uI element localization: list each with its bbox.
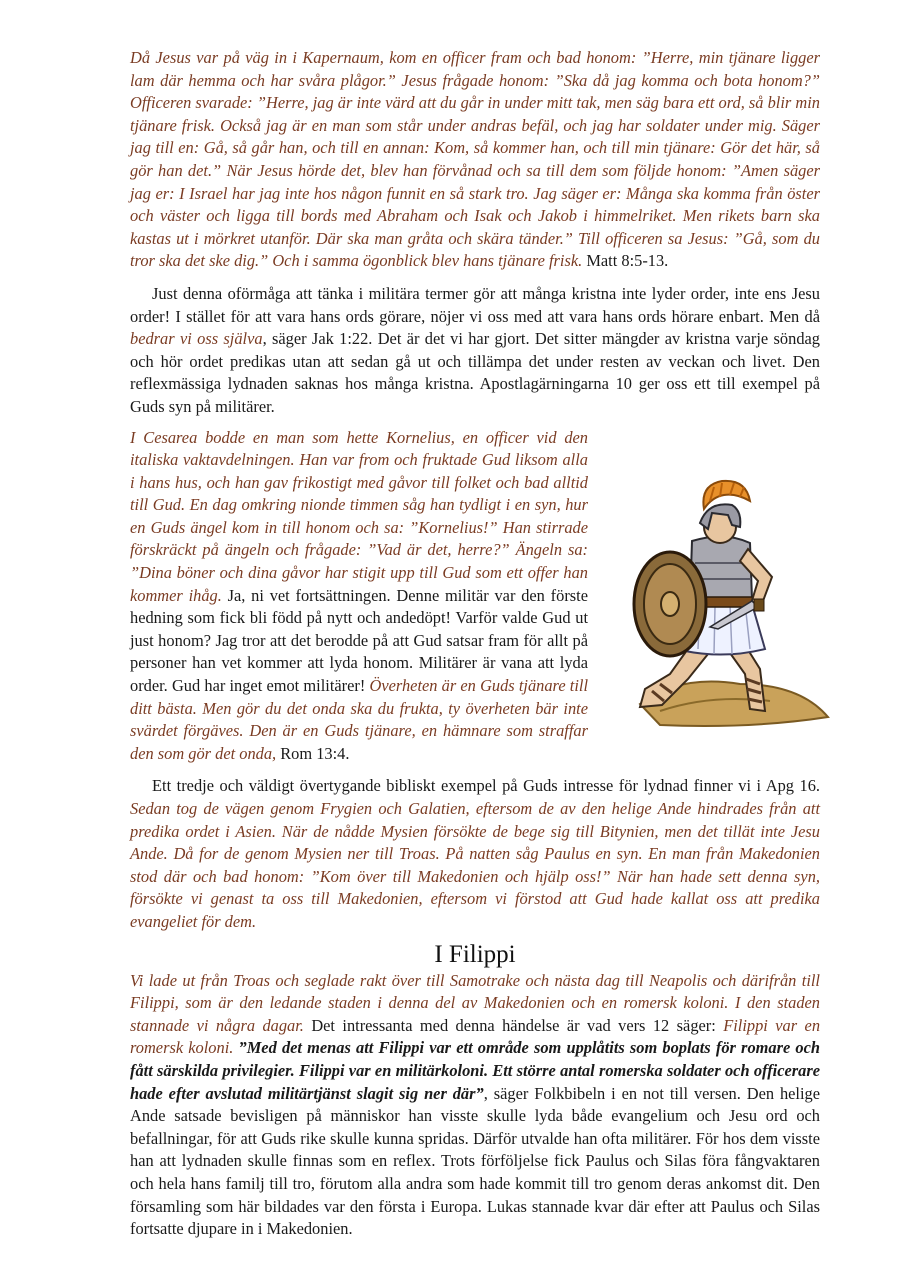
body-text: Just denna oförmåga att tänka i militära termer gör att många kristna inte lyder order, inte ens Jesu order! I stället för att vara hans ords görare, nöjer vi oss med att vara hans ords hörare enbart. Men då	[130, 283, 820, 326]
body-text: , säger Jak 1:22. Det är det vi har gjort. Det sitter mängder av kristna varje söndag och hör ordet predikas utan att sedan gå ut och tillämpa det under resten av veckan och livet. Den reflexmässiga lydnaden saknas hos många kristna. Apostlagärningarna 10 ger oss ett till exempel på Guds syn på militärer.	[130, 329, 820, 416]
paragraph-cornelius	[130, 427, 820, 766]
bold-quote: ”Med det menas att Filippi var ett område som upplåtits som boplats för romare och fått särskilda privilegier. Filippi var en militärkoloni. Ett större antal romerska soldater och officerare hade efter avslutad militärtjänst slagit sig ner där”	[130, 1038, 820, 1103]
roman-soldier-icon	[600, 479, 830, 729]
paragraph-matthew-quote	[130, 47, 820, 273]
paragraph-filippi	[130, 970, 820, 1241]
inline-quote: bedrar vi oss själva	[130, 329, 263, 349]
quote-text: Då Jesus var på väg in i Kapernaum, kom en officer fram och bad honom: ”Herre, min tjänare ligger lam där hemma och har svåra plågor.” Jesus frågade honom: ”Ska då jag komma och bota honom?” Officeren svarade: ”Herre, jag är inte värd att du går in under mitt tak, men säg bara ett ord, så blir min tjänare frisk. Också jag är en man som står under andras befäl, och jag har soldater under mig. Säger jag till en: Gå, så går han, och till en annan: Kom, så kommer han, och till min tjänare: Gör det här, så gör han det.” När Jesus hörde det, blev han förvånad och sa till dem som följde honom: ”Amen säger jag er: I Israel har jag inte hos någon funnit en så stark tro. Jag säger er: Många ska komma från öster och väster och ligga till bords med Abraham och Isak och Jakob i himmelriket. Men rikets barn ska kastas ut i mörkret utanför. Där ska man gråta och skära tänder.” Till officeren sa Jesus: ”Gå, som du tror ska det ske dig.” Och i samma ögonblick blev hans tjänare frisk.	[130, 48, 820, 271]
paragraph-obedience	[130, 283, 820, 419]
body-text: Ja, ni vet fortsättningen. Denne militär var den förste hedning som fick bli född på nytt och andedöpt! Varför valde Gud ut just honom? Jag tror att det berodde på att Gud satsar fram för allt på personer han vet kommer att lyda honom. Militärer är vana att lyda order. Gud har inget emot militärer!	[130, 585, 588, 696]
scripture-reference: Matt 8:5-13.	[582, 251, 669, 271]
quote-text: Vi lade ut från Troas och seglade rakt över till Samotrake och nästa dag till Neapolis och därifrån till Filippi, som är den ledande staden i denna del av Makedonien och en romersk koloni. I den staden stannade vi några dagar.	[130, 970, 820, 1035]
roman-soldier-illustration	[600, 479, 830, 729]
scripture-reference: Rom 13:4.	[276, 743, 350, 763]
document-page	[130, 47, 820, 1241]
body-text: Ett tredje och väldigt övertygande bibliskt exempel på Guds intresse för lydnad finner vi i Apg 16.	[152, 776, 820, 796]
quote-text: Sedan tog de vägen genom Frygien och Galatien, eftersom de av den helige Ande hindrades från att predika ordet i Asien. När de nådde Mysien försökte de bege sig till Bitynien, men det tillät inte Jesu Ande. Då for de genom Mysien ner till Troas. På natten såg Paulus en syn. En man från Makedonien stod där och bad honom: ”Kom över till Makedonien och hjälp oss!” När han hade sett denna syn, försökte vi genast ta oss till Makedonien, eftersom vi förstod att Gud hade kallat oss att predika evangeliet för dem.	[130, 799, 820, 931]
section-heading: I Filippi	[434, 940, 516, 968]
quote-text: Filippi var en romersk koloni.	[130, 1015, 821, 1058]
quote-text: I Cesarea bodde en man som hette Kornelius, en officer vid den italiska vaktavdelningen. Han var from och fruktade Gud liksom alla i hans hus, och han gav frikostigt med gåvor till folket och bad alltid till Gud. En dag omkring nionde timmen såg han tydligt i en syn, hur en Guds ängel kom in till honom och sa: ”Kornelius!” Han stirrade förskräckt på ängeln och frågade: ”Vad är det, herre?” Ängeln sa: ”Dina böner och dina gåvor har stigit upp till Gud som ett offer han kommer ihåg.	[130, 427, 588, 605]
quote-text: Överheten är en Guds tjänare till ditt bästa. Men gör du det onda ska du frukta, ty överheten bär inte svärdet förgäves. Den är en Guds tjänare, en hämnare som straffar den som gör det onda,	[130, 676, 589, 763]
body-text: Det intressanta med denna händelse är vad vers 12 säger:	[303, 1015, 724, 1035]
body-text: , säger Folkbibeln i en not till versen. Den helige Ande satsade bevisligen på människor han visste skulle lyda både evangelium och Jesu ord och befallningar, för att Guds rike skulle kunna spridas. Därför utvalde han ofta militärer. För hos dem visste han att lydnaden skulle finnas som en reflex. Trots förföljelse fick Paulus och Silas föra fångvaktaren och hela hans familj till tro, förutom alla andra som hade kommit till tro genom deras ankomst dit. Den församling som här bildades var den första i Europa. Lukas stannade kvar där efter att Paulus och Silas fortsatte djupare in i Makedonien.	[130, 1083, 820, 1239]
paragraph-acts16	[130, 775, 820, 933]
